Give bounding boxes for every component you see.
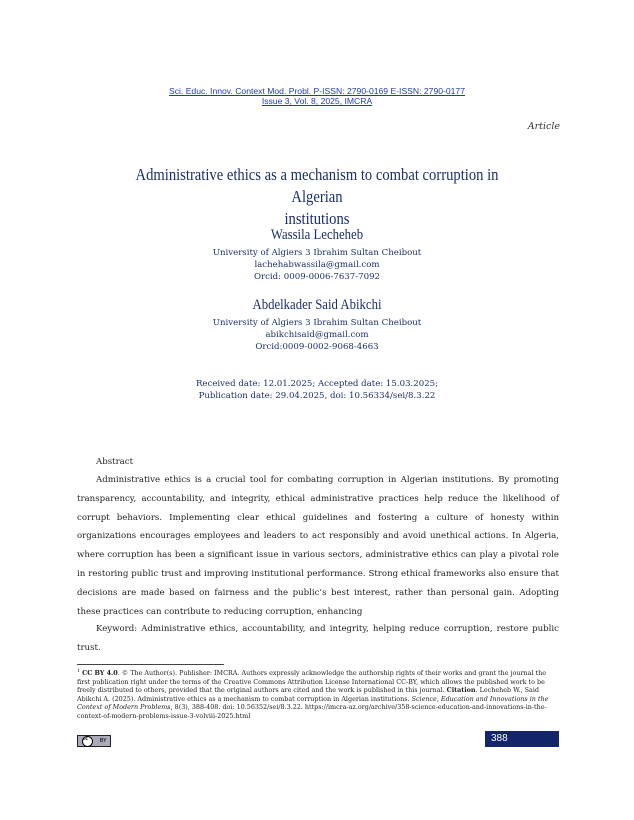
abstract-heading: Abstract	[96, 457, 134, 467]
license-label: CC BY 4.0	[82, 669, 118, 678]
abstract-text: Administrative ethics is a crucial tool for combating corruption in Algerian institutions. By promoting transparency, accountability, and integrity, ethical administrative practices help reduce the likelihood of corrupt behaviors. Implementing clear ethical guidelines and fostering a culture of honesty within organizations encourages employees and leaders to act responsibly and avoid unethical actions. In Algeria, where corruption has been a significant issue in various sectors, administrative ethics can play a pivotal role in restoring public trust and improving institutional performance. Strong ethical frameworks also ensure that decisions are made based on fairness and the public’s best interest, rather than personal gain. Adopting these practices can contribute to reducing corruption, enhancing	[77, 475, 559, 617]
citation-journal: Science, Education and Innovations in the Context of Modern Problems	[77, 694, 549, 712]
license-text: . © The Author(s). Publisher: IMCRA. Authors expressly acknowledge the authorship rights of their works and grant the journal the first publication right under the terms of the Creative Commons Attribution License International CC-BY, which allows the published work to be freely distributed to others, provided that the original authors are cited and the work is published in this journal.	[77, 669, 547, 695]
author-2-details	[0, 317, 634, 353]
footnote	[77, 668, 559, 720]
author-1-affiliation: University of Algiers 3 Ibrahim Sultan Cheibout	[212, 248, 422, 258]
author-1-details	[0, 247, 634, 283]
by-label: BY	[99, 738, 107, 744]
page-number: 388	[485, 731, 559, 747]
cc-by-license-icon[interactable]	[77, 735, 111, 747]
paper-title-line2: institutions	[284, 209, 350, 228]
paper-title-line1: Administrative ethics as a mechanism to combat corruption in Algerian	[135, 165, 499, 206]
paper-title	[126, 164, 508, 230]
author-2-email[interactable]: abikchisaid@gmail.com	[265, 330, 369, 340]
dates-line1: Received date: 12.01.2025; Accepted date: 15.03.2025;	[195, 379, 439, 389]
author-1-orcid: Orcid: 0009-0006-7637-7092	[253, 272, 381, 282]
keyword-text: Keyword: Administrative ethics, accountability, and integrity, helping reduce corruption, restore public trust.	[77, 624, 559, 653]
abstract-body	[77, 471, 559, 621]
dates-line2: Publication date: 29.04.2025, doi: 10.56334/sei/8.3.22	[198, 391, 436, 401]
author-2-affiliation: University of Algiers 3 Ibrahim Sultan Cheibout	[212, 318, 422, 328]
publication-dates	[0, 378, 634, 402]
keywords	[77, 620, 559, 658]
citation-label: Citation	[446, 686, 476, 695]
citation-text: . Lecheheb W., Said Abikchi A. (2025). Administrative ethics as a mechanism to combat corruption in Algerian institutions.	[77, 686, 539, 703]
journal-header-line1[interactable]: Sci. Educ. Innov. Context Mod. Probl. P-ISSN: 2790-0169 E-ISSN: 2790-0177	[168, 86, 465, 96]
journal-header-line2[interactable]: Issue 3, Vol. 8, 2025, IMCRA	[261, 96, 373, 106]
footnote-divider	[77, 664, 224, 665]
author-name-2: Abdelkader Said Abikchi	[252, 297, 382, 313]
author-2-orcid: Orcid:0009-0002-9068-4663	[255, 342, 379, 352]
citation-rest[interactable]: , 8(3), 388-408. doi: 10.56352/sei/8.3.22. https://imcra-az.org/archive/358-science-education-and-innovations-in-the-context-of-modern-problems-issue-3-volviii-2025.html	[77, 703, 547, 720]
footnote-marker: 1	[77, 669, 81, 674]
author-1-email[interactable]: lachehabwassila@gmail.com	[254, 260, 380, 270]
author-name-1: Wassila Lecheheb	[270, 227, 364, 243]
cc-icon: cc	[82, 736, 93, 747]
article-type-label: Article	[527, 121, 560, 132]
